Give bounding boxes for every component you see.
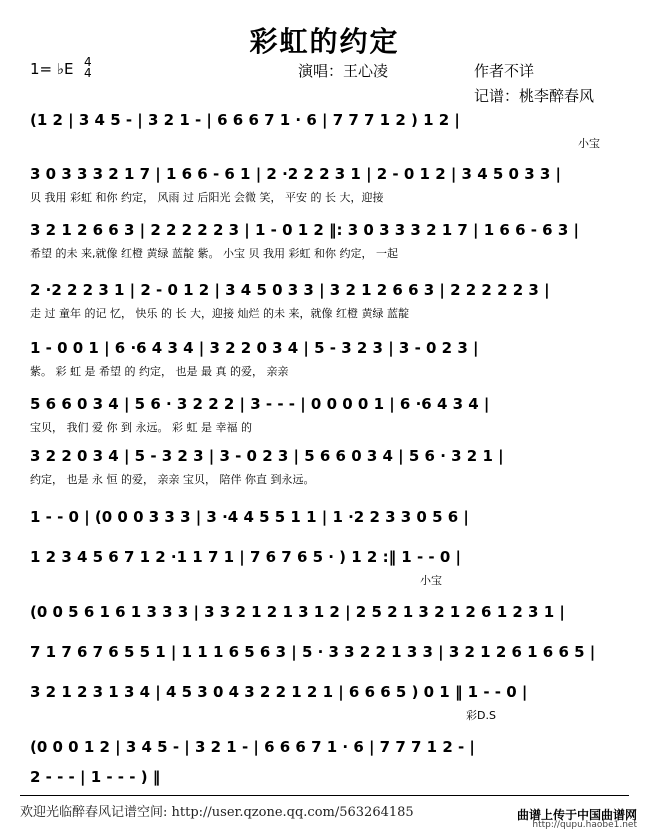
score-row: 2 - - - | 1 - - - ) ‖ bbox=[30, 768, 161, 786]
score-row: 1 - - 0 | (0 0 0 3 3 3 | 3 ·4 4 5 5 1 1 | 1 ·2 2 3 3 0 5 6 | bbox=[30, 508, 469, 526]
score-row: (1 2 | 3 4 5 - | 3 2 1 - | 6 6 6 7 1 · 6 | 7 7 7 1 2 ) 1 2 | bbox=[30, 111, 460, 129]
pickup-lyric: 小宝 bbox=[420, 574, 442, 587]
lyric-line: 宝贝， 我们 爱 你 到 永远。 彩 虹 是 幸福 的 bbox=[30, 421, 252, 434]
score-row: 3 2 2 0 3 4 | 5 - 3 2 3 | 3 - 0 2 3 | 5 6 6 0 3 4 | 5 6 · 3 2 1 | bbox=[30, 447, 504, 465]
score-row: (0 0 0 1 2 | 3 4 5 - | 3 2 1 - | 6 6 6 7 1 · 6 | 7 7 7 1 2 - | bbox=[30, 738, 475, 756]
time-signature bbox=[84, 57, 92, 79]
notator-label: 记谱：桃李醉春风 bbox=[474, 87, 595, 105]
composer-label: 作者不详 bbox=[474, 62, 535, 80]
score-row: 5 6 6 0 3 4 | 5 6 · 3 2 2 2 | 3 - - - | 0 0 0 0 1 | 6 ·6 4 3 4 | bbox=[30, 395, 490, 413]
lyric-line: 希望 的未 来,就像 红橙 黄绿 蓝靛 紫。 小宝 贝 我用 彩虹 和你 约定， 一起 bbox=[30, 247, 398, 260]
lyric-line: 约定， 也是 永 恒 的爱， 亲亲 宝贝， 陪伴 你直 到永远。 bbox=[30, 473, 315, 486]
score-row: 3 2 1 2 3 1 3 4 | 4 5 3 0 4 3 2 2 1 2 1 | 6 6 6 5 ) 0 1 ‖ 1 - - 0 | bbox=[30, 683, 528, 701]
score-row: 7 1 7 6 7 6 5 5 1 | 1 1 1 6 5 6 3 | 5 · 3 3 2 2 1 3 3 | 3 2 1 2 6 1 6 6 5 | bbox=[30, 643, 596, 661]
singer-label: 演唱：王心凌 bbox=[298, 62, 389, 80]
footer-text: 欢迎光临醉春风记谱空间: http://user.qzone.qq.com/563264185 bbox=[20, 805, 414, 820]
watermark-url: http://qupu.haobe1.net bbox=[532, 820, 637, 830]
lyric-line: 走 过 童年 的记 忆， 快乐 的 长 大，迎接 灿烂 的未 来，就像 红橙 黄绿 蓝靛 bbox=[30, 307, 409, 320]
footer-divider bbox=[20, 795, 629, 796]
time-signature-bottom: 4 bbox=[84, 66, 92, 80]
pickup-lyric: 彩D.S bbox=[466, 709, 496, 722]
key-signature: 1= ♭E bbox=[30, 60, 74, 78]
score-row: 2 ·2 2 2 3 1 | 2 - 0 1 2 | 3 4 5 0 3 3 | 3 2 1 2 6 6 3 | 2 2 2 2 2 3 | bbox=[30, 281, 550, 299]
score-row: 1 2 3 4 5 6 7 1 2 ·1 1 7 1 | 7 6 7 6 5 · ) 1 2 :‖ 1 - - 0 | bbox=[30, 548, 461, 566]
score-row: 1 - 0 0 1 | 6 ·6 4 3 4 | 3 2 2 0 3 4 | 5 - 3 2 3 | 3 - 0 2 3 | bbox=[30, 339, 479, 357]
pickup-lyric: 小宝 bbox=[578, 137, 600, 150]
lyric-line: 紫。 彩 虹 是 希望 的 约定， 也是 最 真 的爱， 亲亲 bbox=[30, 365, 289, 378]
time-signature-top: 4 bbox=[84, 55, 92, 69]
score-row: (0 0 5 6 1 6 1 3 3 3 | 3 3 2 1 2 1 3 1 2 | 2 5 2 1 3 2 1 2 6 1 2 3 1 | bbox=[30, 603, 565, 621]
song-title: 彩虹的约定 bbox=[249, 25, 400, 58]
score-row: 3 2 1 2 6 6 3 | 2 2 2 2 2 3 | 1 - 0 1 2 ‖: 3 0 3 3 3 2 1 7 | 1 6 6 - 6 3 | bbox=[30, 221, 579, 239]
score-row: 3 0 3 3 3 2 1 7 | 1 6 6 - 6 1 | 2 ·2 2 2 3 1 | 2 - 0 1 2 | 3 4 5 0 3 3 | bbox=[30, 165, 561, 183]
watermark-title: 曲谱上传于中国曲谱网 bbox=[516, 808, 637, 822]
lyric-line: 贝 我用 彩虹 和你 约定， 风雨 过 后阳光 会微 笑， 平安 的 长 大，迎接 bbox=[30, 191, 384, 204]
